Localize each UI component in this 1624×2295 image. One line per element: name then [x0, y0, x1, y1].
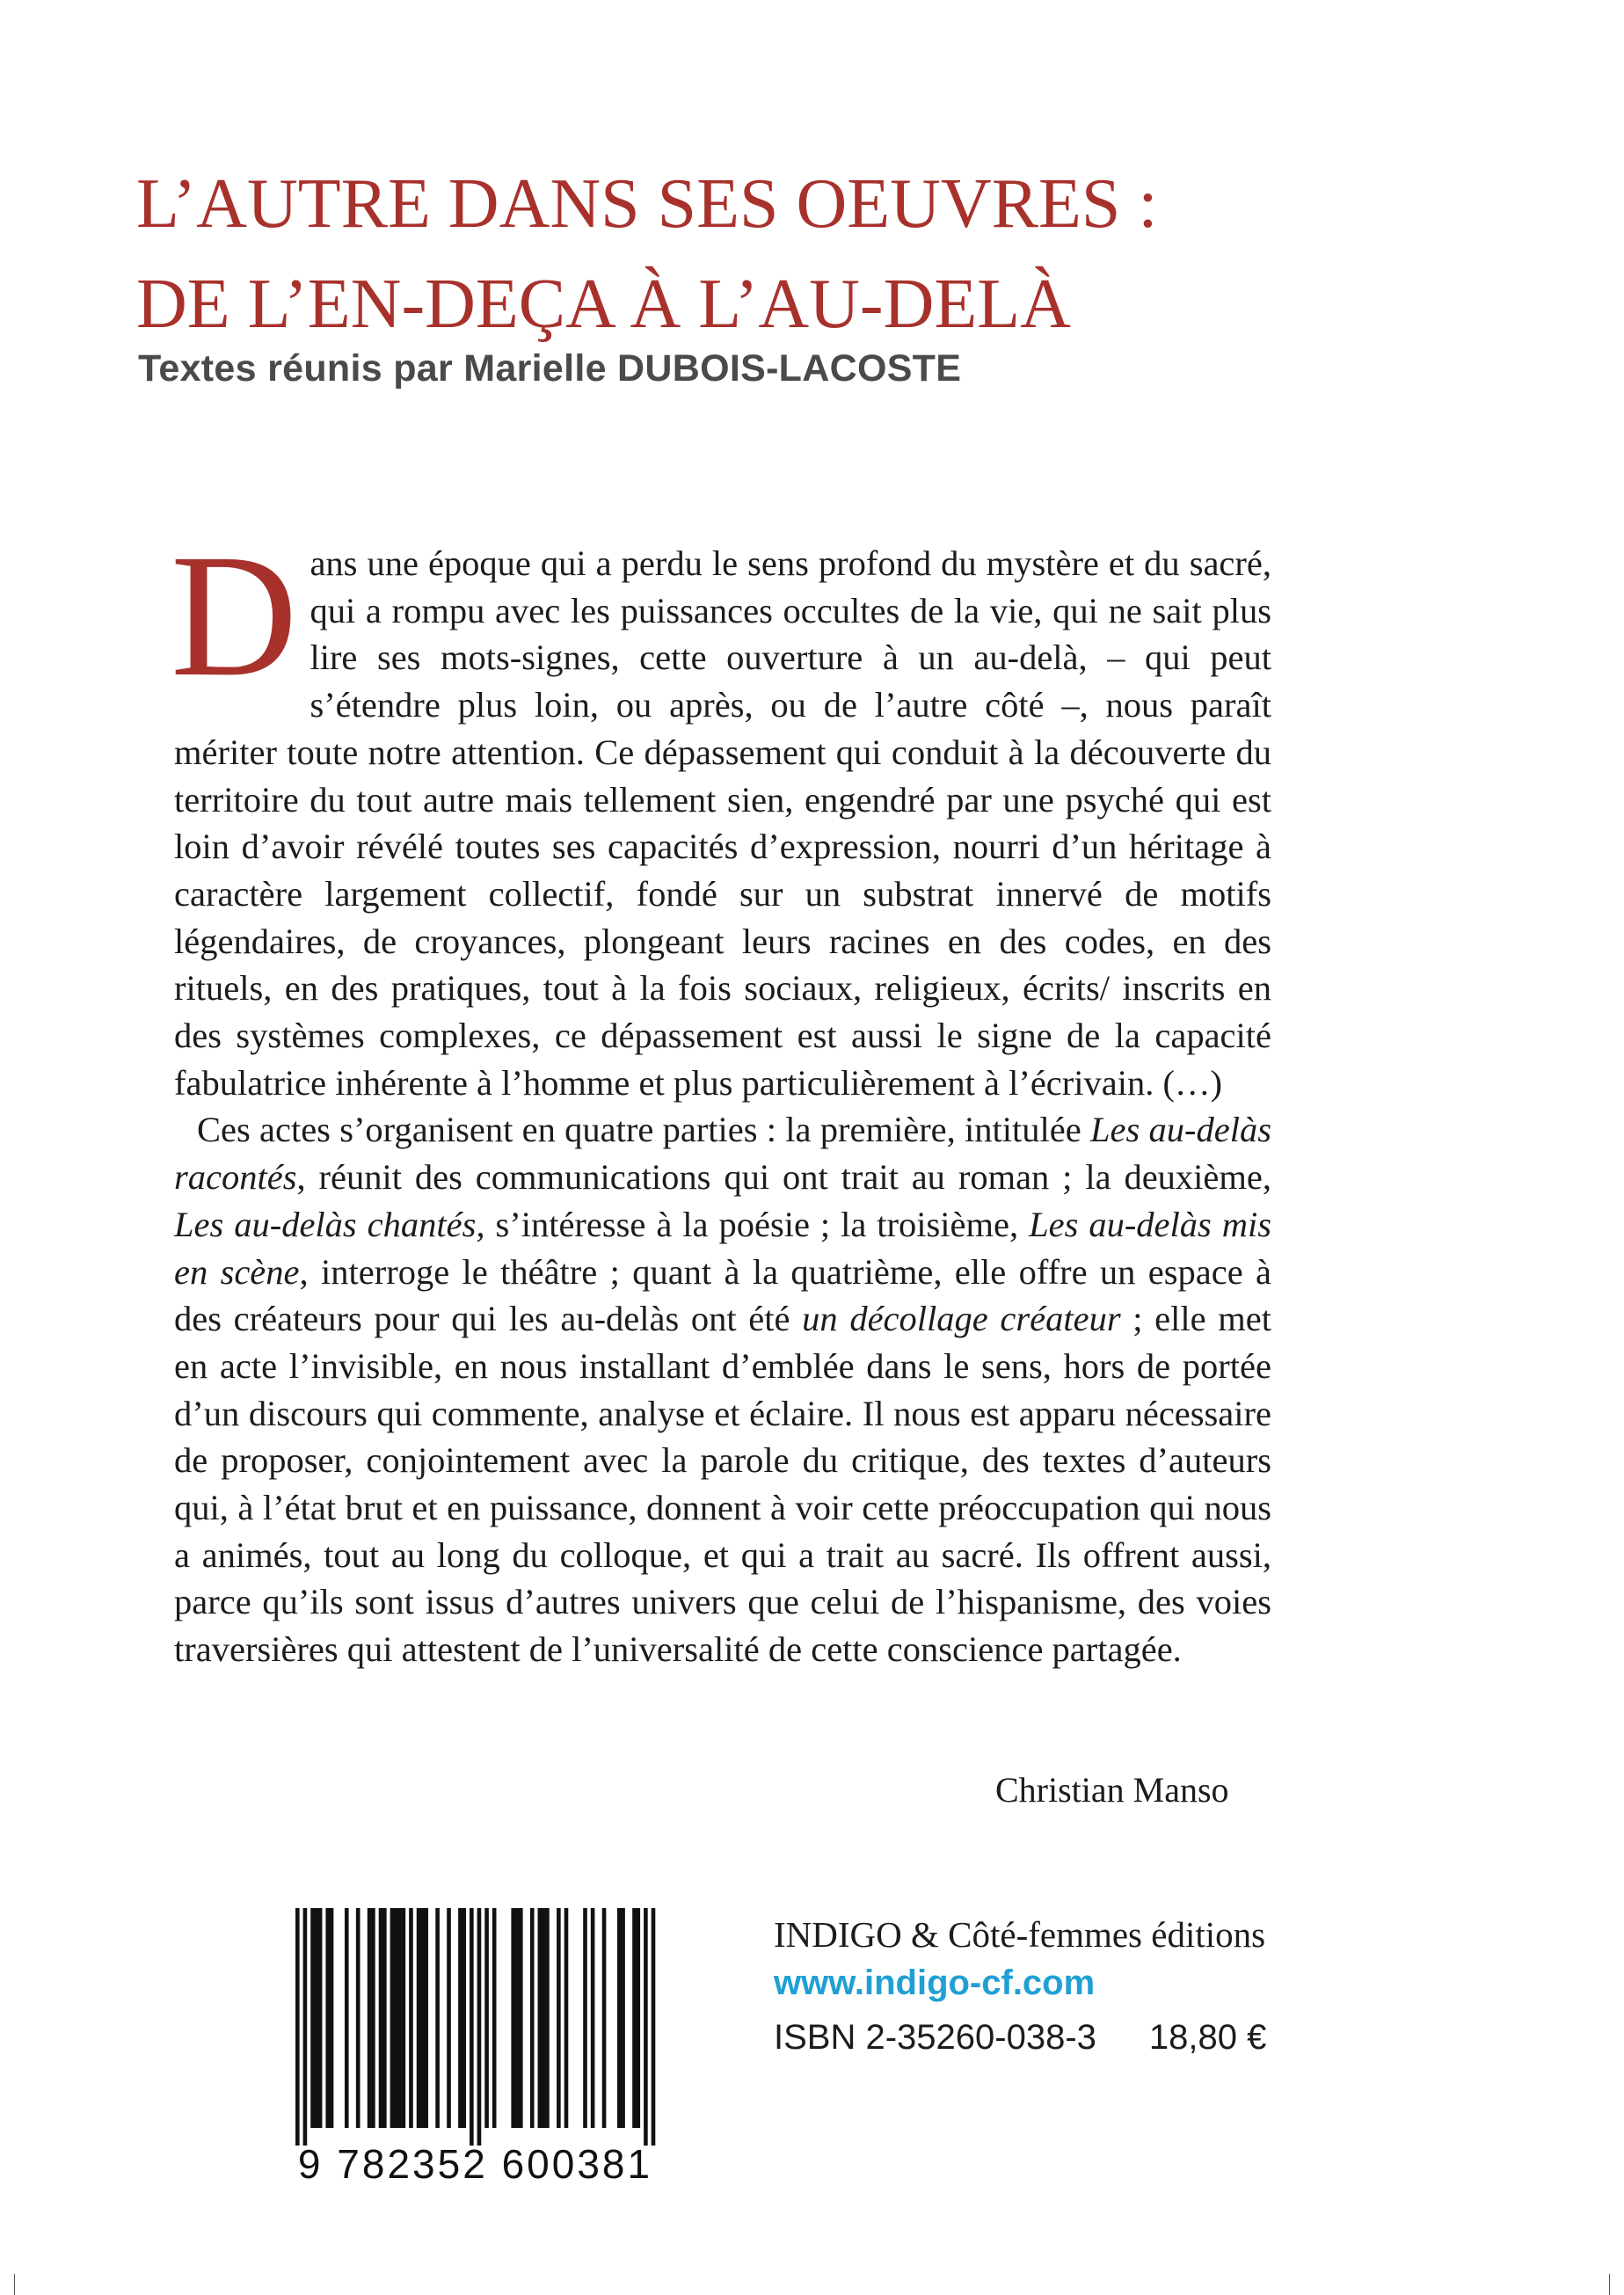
- barcode-bar: [564, 1908, 569, 2128]
- paragraph-2-italic-c: Les au-delàs mis en scène: [174, 1204, 1272, 1292]
- barcode-bar: [644, 1908, 648, 2146]
- barcode-bar: [447, 1908, 451, 2128]
- barcode-bar: [295, 1908, 300, 2146]
- book-title-line-2: DE L’EN-DEÇA À L’AU-DELÀ: [136, 266, 1071, 343]
- isbn-price-row: [774, 2020, 1389, 2055]
- book-title-line-1: L’AUTRE DANS SES OEUVRES :: [136, 165, 1158, 243]
- paragraph-2-text-b: , réunit des communications qui ont trait au roman ; la deuxième,: [296, 1157, 1271, 1198]
- barcode-bar: [303, 1908, 308, 2146]
- signature: Christian Manso: [995, 1770, 1229, 1810]
- barcode-digits: 9 782352 600381: [297, 2141, 653, 2187]
- publisher-info: [774, 1914, 1389, 2057]
- barcode-bar: [492, 1908, 497, 2128]
- barcode-bar: [484, 1908, 489, 2128]
- barcode-bar: [519, 1908, 523, 2128]
- barcode-bar: [632, 1908, 637, 2128]
- barcode-bar: [325, 1908, 330, 2128]
- barcode-bar: [621, 1908, 625, 2128]
- barcode-bar: [458, 1908, 462, 2128]
- barcode-bar: [390, 1908, 395, 2128]
- barcode-bar: [538, 1908, 543, 2128]
- barcode-bar: [345, 1908, 349, 2128]
- barcode-bar: [542, 1908, 546, 2128]
- barcode-bar: [511, 1908, 515, 2128]
- paragraph-1-text: ans une époque qui a perdu le sens profond du mystère et du sacré, qui a rompu avec les puissances occultes de la vie, qui ne sait plus lire ses mots-signes, cette ouverture à un au-delà, – qui peut s’étendre plus loin, ou après, ou de l’autre côté –, nous paraît mériter toute notre attention. Ce dépassement qui conduit à la découverte du territoire du tout autre mais tellement sien, engendré par une psyché qui est loin d’avoir révélé toutes ses capacités d’expression, nourri d’un héritage à caractère largement collectif, fondé sur un substrat innervé de motifs légendaires, de croyances, plongeant leurs racines en des codes, en des rituels, en des pratiques, tout à la fois sociaux, religieux, écrits/ inscrits en des systèmes complexes, ce dépassement est aussi le signe de la capacité fabulatrice inhérente à l’homme et plus particulièrement à l’écrivain. (…): [174, 543, 1271, 1103]
- paragraph-2: [174, 1106, 1271, 1672]
- barcode-bar: [318, 1908, 323, 2128]
- paragraph-2-text-d: , interroge le théâtre ; quant à la quatrième, elle offre un espace à des créateurs pour qui les au-delàs ont été: [174, 1251, 1271, 1339]
- barcode-bar: [424, 1908, 428, 2128]
- publisher-name: INDIGO & Côté-femmes éditions: [774, 1914, 1266, 1955]
- barcode-bar: [420, 1908, 425, 2128]
- barcode-bar: [315, 1908, 319, 2128]
- barcode-bar: [652, 1908, 656, 2146]
- barcode-bar: [382, 1908, 387, 2128]
- barcode-bar: [330, 1908, 334, 2128]
- back-cover-text: [171, 519, 1272, 1673]
- barcode-bar: [477, 1908, 482, 2146]
- barcode-bar: [368, 1908, 372, 2128]
- barcode-bar: [417, 1908, 421, 2128]
- barcode-bar: [310, 1908, 315, 2128]
- barcode-bar: [356, 1908, 360, 2128]
- paragraph-2-italic-a: Les au-delàs racontés: [174, 1110, 1271, 1198]
- paragraph-2-text-a: Ces actes s’organisent en quatre parties : la première, intitulée: [197, 1110, 1090, 1150]
- paragraph-2-italic-d: un décollage créateur: [802, 1299, 1121, 1339]
- barcode-bar: [617, 1908, 622, 2128]
- barcode-bar: [462, 1908, 466, 2128]
- barcode-bar: [409, 1908, 413, 2128]
- barcode-bar: [397, 1908, 402, 2128]
- paragraph-2-italic-b: Les au-delàs chantés,: [174, 1204, 485, 1244]
- barcode-bar: [557, 1908, 561, 2128]
- paragraph-1: [171, 519, 1271, 1106]
- barcode-bar: [435, 1908, 440, 2128]
- isbn: ISBN 2-35260-038-3: [774, 2018, 1096, 2057]
- barcode-bar: [636, 1908, 640, 2128]
- barcode-bar: [602, 1908, 607, 2128]
- barcode-bars: [294, 1908, 657, 2146]
- drop-cap: D: [171, 519, 298, 713]
- price: 18,80 €: [1148, 2018, 1267, 2057]
- publisher-website-link[interactable]: www.indigo-cf.com: [774, 1964, 1096, 2002]
- crop-mark-right: [1609, 2274, 1610, 2295]
- barcode-bar: [470, 1908, 474, 2146]
- barcode-bar: [371, 1908, 375, 2128]
- barcode-bar: [394, 1908, 398, 2128]
- barcode-bar: [379, 1908, 383, 2128]
- crop-mark-left: [14, 2274, 15, 2295]
- editor-credit: Textes réunis par Marielle DUBOIS-LACOSTE: [138, 347, 962, 390]
- barcode: [294, 1908, 657, 2188]
- paragraph-2-text-c: s’intéresse à la poésie ; la troisième,: [484, 1204, 1030, 1244]
- barcode-bar: [583, 1908, 587, 2128]
- barcode-bar: [402, 1908, 406, 2128]
- barcode-bar: [515, 1908, 520, 2128]
- barcode-bar: [545, 1908, 550, 2128]
- barcode-bar: [530, 1908, 535, 2128]
- paragraph-2-text-e: ; elle met en acte l’invisible, en nous installant d’emblée dans le sens, hors de portée d’un discours qui commente, analyse et éclaire. Il nous est apparu nécessaire de proposer, conjointement avec la parole du critique, des textes d’auteurs qui, à l’état brut et en puissance, donnent à voir cette préoccupation qui nous a animés, tout au long du colloque, et qui a trait au sacré. Ils offrent aussi, parce qu’ils sont issus d’autres univers que celui de l’hispanisme, des voies traversières qui attestent de l’universalité de cette conscience partagée.: [174, 1299, 1271, 1670]
- barcode-bar: [591, 1908, 595, 2128]
